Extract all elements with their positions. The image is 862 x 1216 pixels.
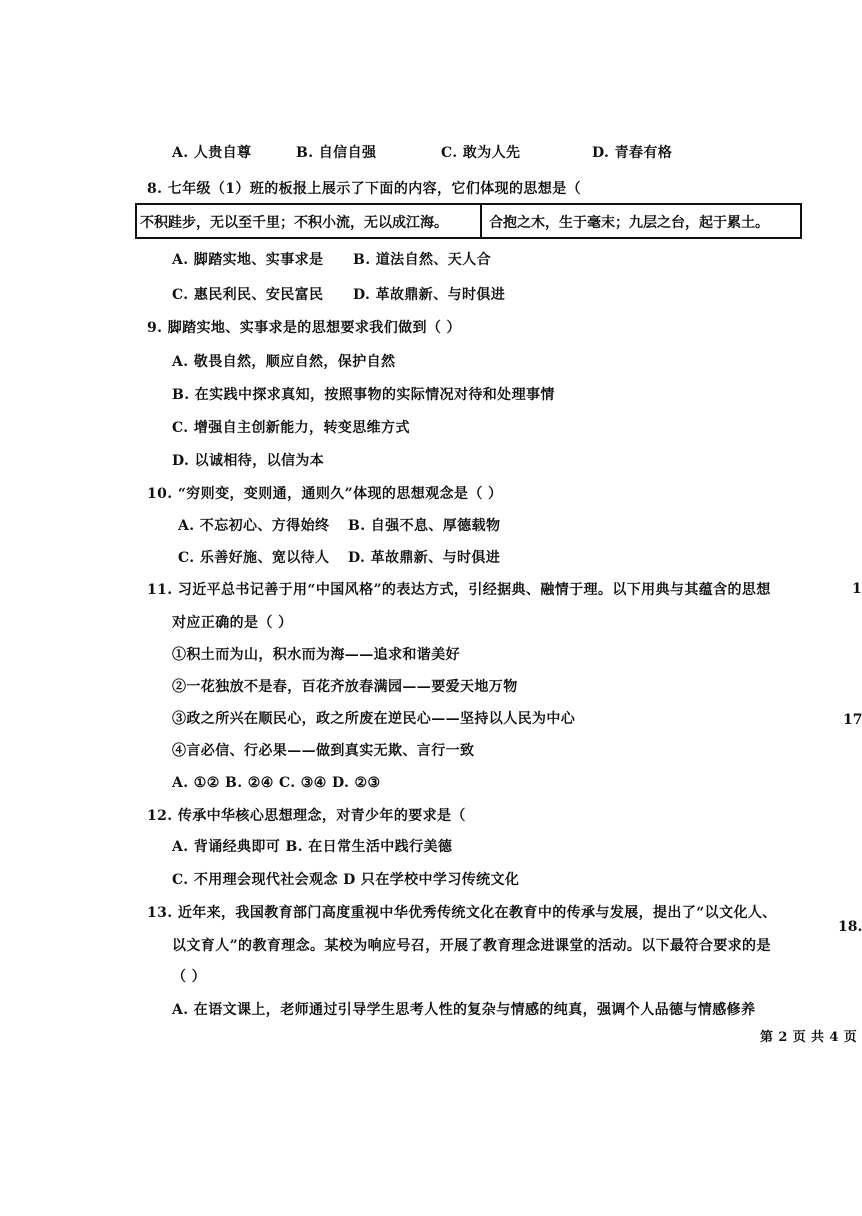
margin-number-17: 17 [843, 712, 862, 728]
margin-number-1: 1 [852, 581, 862, 597]
q8-option-b: B. 道法自然、天人合 [353, 252, 491, 268]
q12-options-cd: C. 不用理会现代社会观念 D 只在学校中学习传统文化 [172, 872, 520, 888]
q9-option-d: D. 以诚相待，以信为本 [172, 453, 325, 469]
q11-options: A. ①② B. ②④ C. ③④ D. ②③ [172, 775, 381, 791]
quote-box-right: 合抱之木，生于毫末；九层之台，起于累土。 [489, 215, 769, 231]
q11-stem-line2: 对应正确的是（ ） [172, 615, 293, 631]
q9-option-a: A. 敬畏自然，顺应自然，保护自然 [172, 354, 396, 370]
quote-box-left: 不积跬步，无以至千里；不积小流，无以成江海。 [140, 215, 448, 231]
q11-item-2: ②一花独放不是春，百花齐放春满园——要爱天地万物 [172, 679, 518, 695]
page-footer: 第 2 页 共 4 页 [760, 1030, 858, 1045]
q12-options-ab: A. 背诵经典即可 B. 在日常生活中践行美德 [172, 839, 453, 855]
q10-option-b: B. 自强不息、厚德载物 [348, 518, 501, 534]
q13-stem-line2: 以文育人”的教育理念。某校为响应号召，开展了教育理念进课堂的活动。以下最符合要求的是 [172, 938, 771, 954]
q7-option-b: B. 自信自强 [296, 145, 377, 161]
q13-option-a: A. 在语文课上，老师通过引导学生思考人性的复杂与情感的纯真，强调个人品德与情感修养 [172, 1002, 756, 1018]
quote-box [135, 203, 802, 239]
q11-item-1: ①积土而为山，积水而为海——追求和谐美好 [172, 647, 460, 663]
q8-stem: 8. 七年级（1）班的板报上展示了下面的内容，它们体现的思想是（ [147, 181, 582, 197]
q11-item-3: ③政之所兴在顺民心，政之所废在逆民心——坚持以人民为中心 [172, 711, 576, 727]
q11-item-4: ④言必信、行必果——做到真实无欺、言行一致 [172, 743, 475, 759]
q13-stem-line1: 13. 近年来，我国教育部门高度重视中华优秀传统文化在教育中的传承与发展，提出了“以文化人、 [147, 905, 777, 921]
q10-option-c: C. 乐善好施、宽以待人 [178, 550, 330, 566]
q10-option-d: D. 革故鼎新、与时俱进 [348, 550, 501, 566]
q7-option-c: C. 敢为人先 [441, 145, 521, 161]
q10-option-a: A. 不忘初心、方得始终 [178, 518, 330, 534]
q12-stem: 12. 传承中华核心思想理念，对青少年的要求是（ [147, 808, 466, 824]
q9-option-c: C. 增强自主创新能力，转变思维方式 [172, 420, 410, 436]
q8-option-c: C. 惠民利民、安民富民 [172, 287, 324, 303]
quote-box-divider [480, 205, 482, 237]
q9-stem: 9. 脚踏实地、实事求是的思想要求我们做到（ ） [147, 320, 461, 336]
q8-option-d: D. 革故鼎新、与时俱进 [353, 287, 506, 303]
q7-option-a: A. 人贵自尊 [172, 145, 252, 161]
q9-option-b: B. 在实践中探求真知，按照事物的实际情况对待和处理事情 [172, 387, 555, 403]
q11-stem-line1: 11. 习近平总书记善于用“中国风格”的表达方式，引经据典、融情于理。以下用典与其蕴含的思想 [147, 582, 771, 598]
q8-option-a: A. 脚踏实地、实事求是 [172, 252, 324, 268]
q7-option-d: D. 青春有格 [592, 145, 673, 161]
q10-stem: 10. “穷则变，变则通，通则久”体现的思想观念是（ ） [147, 486, 503, 502]
margin-number-18: 18. [838, 919, 862, 935]
q13-stem-line3: （ ） [172, 969, 207, 985]
